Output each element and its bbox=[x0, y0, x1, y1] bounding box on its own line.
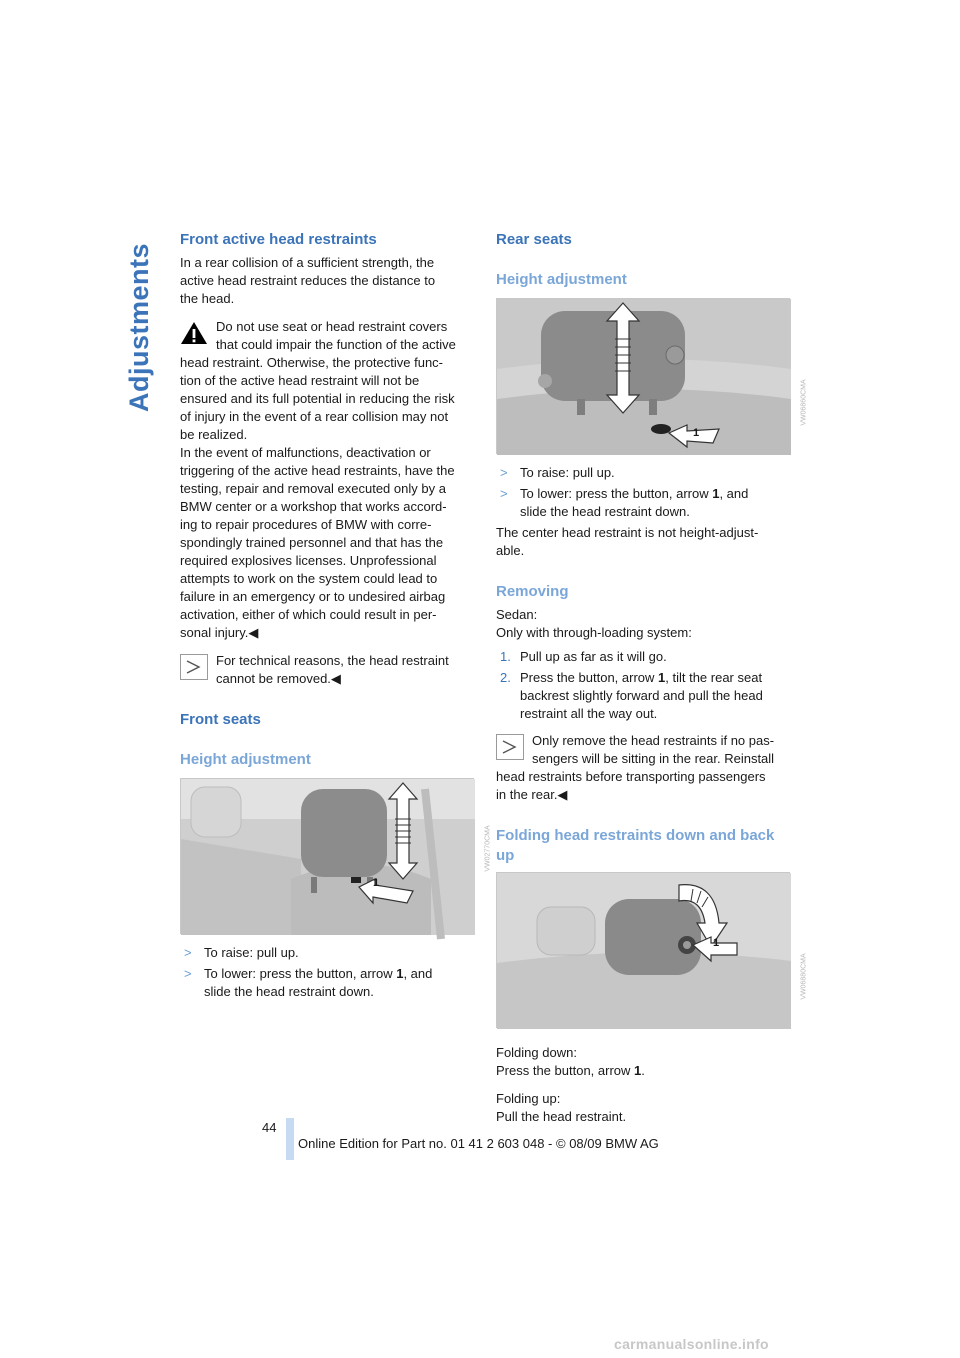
warning-line: that could impair the function of the active bbox=[216, 337, 456, 352]
watermark: carmanualsonline.info bbox=[614, 1336, 769, 1352]
front-height-instructions bbox=[180, 944, 474, 1001]
list-item-text: restraint all the way out. bbox=[520, 706, 658, 721]
figure-code: VW02770CMA bbox=[484, 825, 492, 872]
intro-line: active head restraint reduces the distance to bbox=[180, 273, 436, 288]
list-item-text: backrest slightly forward and pull the head bbox=[520, 688, 763, 703]
intro-line: the head. bbox=[180, 291, 235, 306]
folding-down-label: Folding down: bbox=[496, 1045, 577, 1060]
warning-note bbox=[180, 318, 474, 642]
center-note-line: The center head restraint is not height-adjust- bbox=[496, 525, 759, 540]
page-number: 44 bbox=[262, 1120, 277, 1135]
sedan-label: Sedan: bbox=[496, 607, 538, 622]
folding-head-restraint-figure bbox=[496, 872, 808, 1028]
section-side-tab-label: Adjustments bbox=[124, 242, 155, 412]
left-column bbox=[180, 230, 492, 1004]
bullet-marker: > bbox=[184, 945, 192, 960]
warning-line: attempts to work on the system could lead to bbox=[180, 571, 438, 586]
list-item bbox=[496, 464, 790, 482]
figure-label: 1 bbox=[373, 877, 380, 889]
section-side-tab bbox=[120, 232, 160, 422]
intro-line: In a rear collision of a sufficient strength, the bbox=[180, 255, 435, 270]
warning-line: be realized. bbox=[180, 427, 248, 442]
warning-line: ensured and its full potential in reducing the risk bbox=[180, 391, 455, 406]
bullet-marker: > bbox=[184, 966, 192, 981]
note-icon bbox=[496, 734, 524, 760]
right-column bbox=[496, 230, 808, 1126]
warning-line: Do not use seat or head restraint covers bbox=[216, 319, 448, 334]
info-note bbox=[180, 652, 474, 688]
note-line: For technical reasons, the head restraint bbox=[216, 653, 449, 668]
note-line: head restraints before transporting passengers bbox=[496, 769, 766, 784]
removing-steps bbox=[496, 648, 790, 723]
heading-folding: up bbox=[496, 847, 515, 864]
warning-line: spondingly trained personnel and that has the bbox=[180, 535, 444, 550]
list-item-text: To lower: press the button, arrow bbox=[204, 966, 397, 981]
figure-label: 1 bbox=[693, 427, 700, 439]
heading-front-seats: Front seats bbox=[180, 711, 261, 728]
figure-label: 1 bbox=[713, 937, 720, 949]
heading-folding: Folding head restraints down and back bbox=[496, 827, 775, 844]
text-fragment: Press the button, arrow bbox=[496, 1063, 635, 1078]
list-item-text: To raise: pull up. bbox=[204, 945, 299, 960]
center-note-line: able. bbox=[496, 543, 525, 558]
list-item bbox=[180, 965, 474, 1001]
list-item-text: To raise: pull up. bbox=[520, 465, 615, 480]
arrow-ref: 1 bbox=[634, 1063, 642, 1078]
note-line: sengers will be sitting in the rear. Reinstall bbox=[532, 751, 775, 766]
warning-line: required explosives licenses. Unprofessional bbox=[180, 553, 437, 568]
warning-line: activation, either of which could result in per- bbox=[180, 607, 437, 622]
list-item-text: , and bbox=[719, 486, 749, 501]
warning-icon bbox=[180, 320, 208, 346]
warning-line: head restraint. Otherwise, the protective func- bbox=[180, 355, 444, 370]
rear-head-restraint-figure bbox=[496, 298, 808, 454]
arrow-ref: 1 bbox=[396, 966, 404, 981]
edition-line: Online Edition for Part no. 01 41 2 603 048 - © 08/09 BMW AG bbox=[298, 1136, 659, 1151]
text-fragment: . bbox=[641, 1063, 645, 1078]
figure-code: VW06880CMA bbox=[800, 953, 808, 1000]
folding-up-label: Folding up: bbox=[496, 1091, 561, 1106]
list-item bbox=[180, 944, 474, 962]
warning-line: triggering of the active head restraints, have the bbox=[180, 463, 455, 478]
list-item-text: , and bbox=[403, 966, 433, 981]
heading-rear-seats: Rear seats bbox=[496, 231, 572, 248]
heading-front-active-head-restraints: Front active head restraints bbox=[180, 231, 377, 248]
list-item-text: slide the head restraint down. bbox=[204, 984, 374, 999]
warning-line: failure in an emergency or to undesired airbag bbox=[180, 589, 446, 604]
list-item-text: , tilt the rear seat bbox=[665, 670, 763, 685]
heading-removing: Removing bbox=[496, 583, 569, 600]
note-line: Only remove the head restraints if no pas- bbox=[532, 733, 775, 748]
warning-line: BMW center or a workshop that works accord- bbox=[180, 499, 447, 514]
footer-accent-bar bbox=[286, 1118, 294, 1160]
arrow-ref: 1 bbox=[658, 670, 666, 685]
rear-height-instructions bbox=[496, 464, 790, 521]
warning-line: sonal injury.◀ bbox=[180, 625, 259, 640]
step-number: 2. bbox=[500, 670, 511, 685]
note-icon bbox=[180, 654, 208, 680]
list-item bbox=[496, 485, 790, 521]
warning-line: ing to repair procedures of BMW with corre- bbox=[180, 517, 432, 532]
warning-line: tion of the active head restraint will not be bbox=[180, 373, 420, 388]
step-number: 1. bbox=[500, 649, 511, 664]
arrow-ref: 1 bbox=[712, 486, 720, 501]
folding-up-text: Pull the head restraint. bbox=[496, 1109, 627, 1124]
heading-height-adjustment: Height adjustment bbox=[180, 751, 311, 768]
warning-line: testing, repair and removal executed only by a bbox=[180, 481, 446, 496]
condition-text: Only with through-loading system: bbox=[496, 625, 692, 640]
list-item-text: Press the button, arrow bbox=[520, 670, 659, 685]
folding-down-text bbox=[496, 1062, 790, 1080]
note-line: in the rear.◀ bbox=[496, 787, 568, 802]
bullet-marker: > bbox=[500, 465, 508, 480]
heading-height-adjustment-rear: Height adjustment bbox=[496, 271, 627, 288]
list-item bbox=[496, 669, 790, 723]
front-head-restraint-figure bbox=[180, 778, 492, 934]
figure-code: VW06860CMA bbox=[800, 379, 808, 426]
warning-line: In the event of malfunctions, deactivation or bbox=[180, 445, 431, 460]
info-note bbox=[496, 732, 790, 804]
note-line: cannot be removed.◀ bbox=[216, 671, 341, 686]
list-item-text: Pull up as far as it will go. bbox=[520, 649, 667, 664]
list-item bbox=[496, 648, 790, 666]
warning-line: of injury in the event of a rear collision may not bbox=[180, 409, 449, 424]
list-item-text: To lower: press the button, arrow bbox=[520, 486, 713, 501]
list-item-text: slide the head restraint down. bbox=[520, 504, 690, 519]
bullet-marker: > bbox=[500, 486, 508, 501]
